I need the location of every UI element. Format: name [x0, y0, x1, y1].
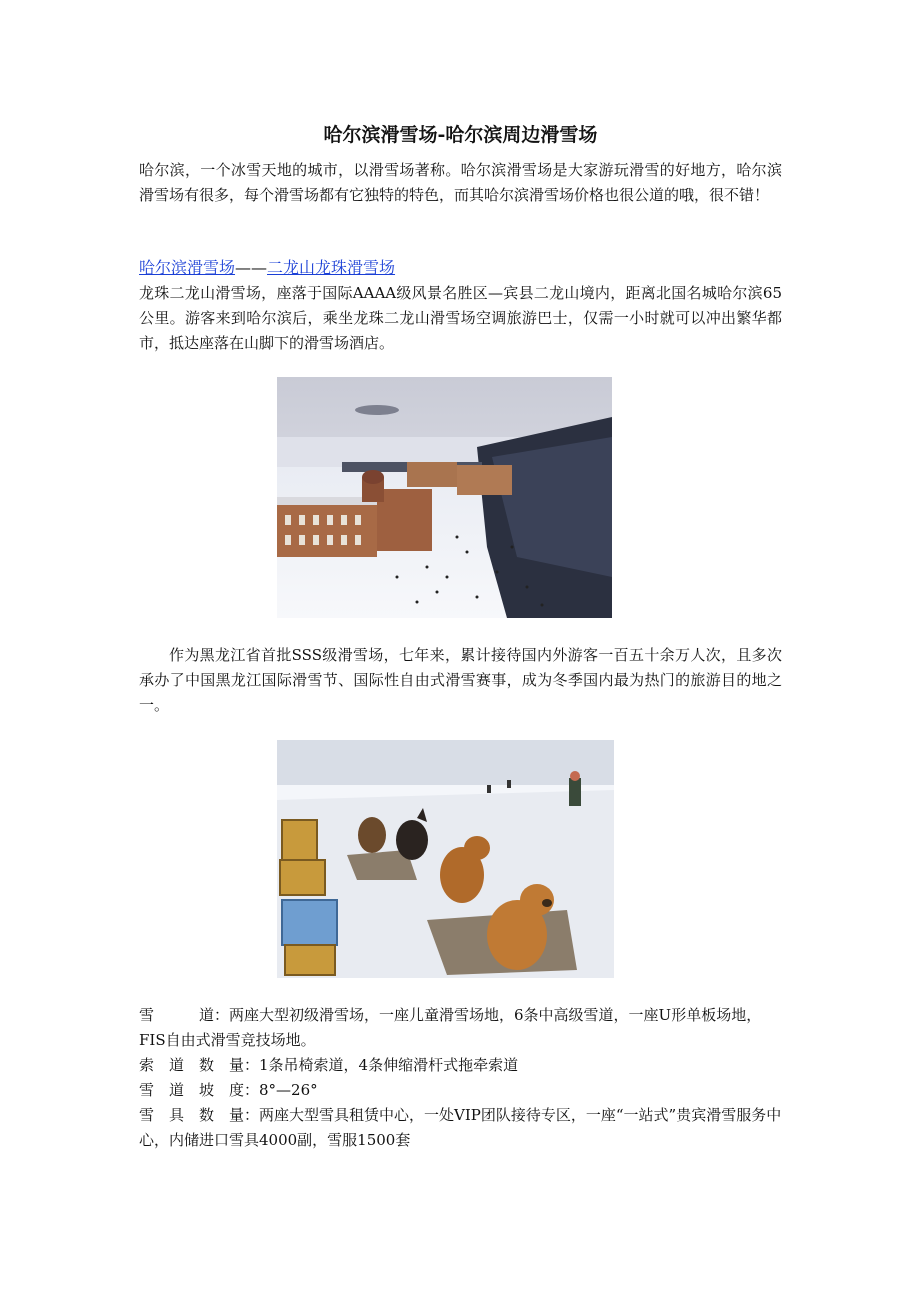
heading-dash: ——: [235, 258, 268, 277]
harbin-ski-link[interactable]: 哈尔滨滑雪场: [139, 258, 236, 277]
spec-trails-value: 两座大型初级滑雪场，一座儿童滑雪场地，6条中高级雪道，一座U形单板场地，FIS自由式滑雪竞技场地。: [139, 1006, 762, 1049]
section-heading: [139, 257, 395, 279]
ski-resort-photo: [277, 377, 612, 618]
sled-dogs-photo-image: [277, 740, 614, 978]
sled-dogs-photo: [277, 740, 614, 978]
spec-lifts: [139, 1053, 782, 1078]
spec-lifts-label: 索 道 数 量：: [139, 1056, 260, 1074]
spec-gear: [139, 1103, 782, 1153]
spec-gear-label: 雪 具 数 量：: [139, 1106, 260, 1124]
spec-slope-value: 8°—26°: [259, 1081, 318, 1099]
spec-slope: [139, 1078, 782, 1103]
intro-paragraph: 哈尔滨，一个冰雪天地的城市，以滑雪场著称。哈尔滨滑雪场是大家游玩滑雪的好地方，哈尔滨滑雪场有很多，每个滑雪场都有它独特的特色，而其哈尔滨滑雪场价格也很公道的哦，很不错！: [139, 161, 782, 204]
spec-lifts-value: 1条吊椅索道，4条伸缩滑杆式拖牵索道: [259, 1056, 519, 1074]
erlongshan-ski-link[interactable]: 二龙山龙珠滑雪场: [267, 258, 396, 277]
resort-description: 龙珠二龙山滑雪场，座落于国际AAAA级风景名胜区—宾县二龙山境内，距离北国名城哈尔滨65公里。游客来到哈尔滨后，乘坐龙珠二龙山滑雪场空调旅游巴士，仅需一小时就可以冲出繁华都市，抵达座落在山脚下的滑雪场酒店。: [139, 284, 782, 352]
ski-resort-photo-image: [277, 377, 612, 618]
spec-slope-label: 雪 道 坡 度：: [139, 1081, 260, 1099]
spec-gear-value: 两座大型雪具租赁中心，一处VIP团队接待专区，一座“一站式”贵宾滑雪服务中心，内储进口雪具4000副，雪服1500套: [139, 1106, 782, 1149]
spec-trails: [139, 1003, 782, 1053]
history-paragraph: 作为黑龙江省首批SSS级滑雪场，七年来，累计接待国内外游客一百五十余万人次，且多次承办了中国黑龙江国际滑雪节、国际性自由式滑雪赛事，成为冬季国内最为热门的旅游目的地之一。: [139, 646, 782, 714]
page-title: 哈尔滨滑雪场-哈尔滨周边滑雪场: [323, 124, 598, 146]
spec-trails-label: 雪 道：: [139, 1006, 230, 1024]
